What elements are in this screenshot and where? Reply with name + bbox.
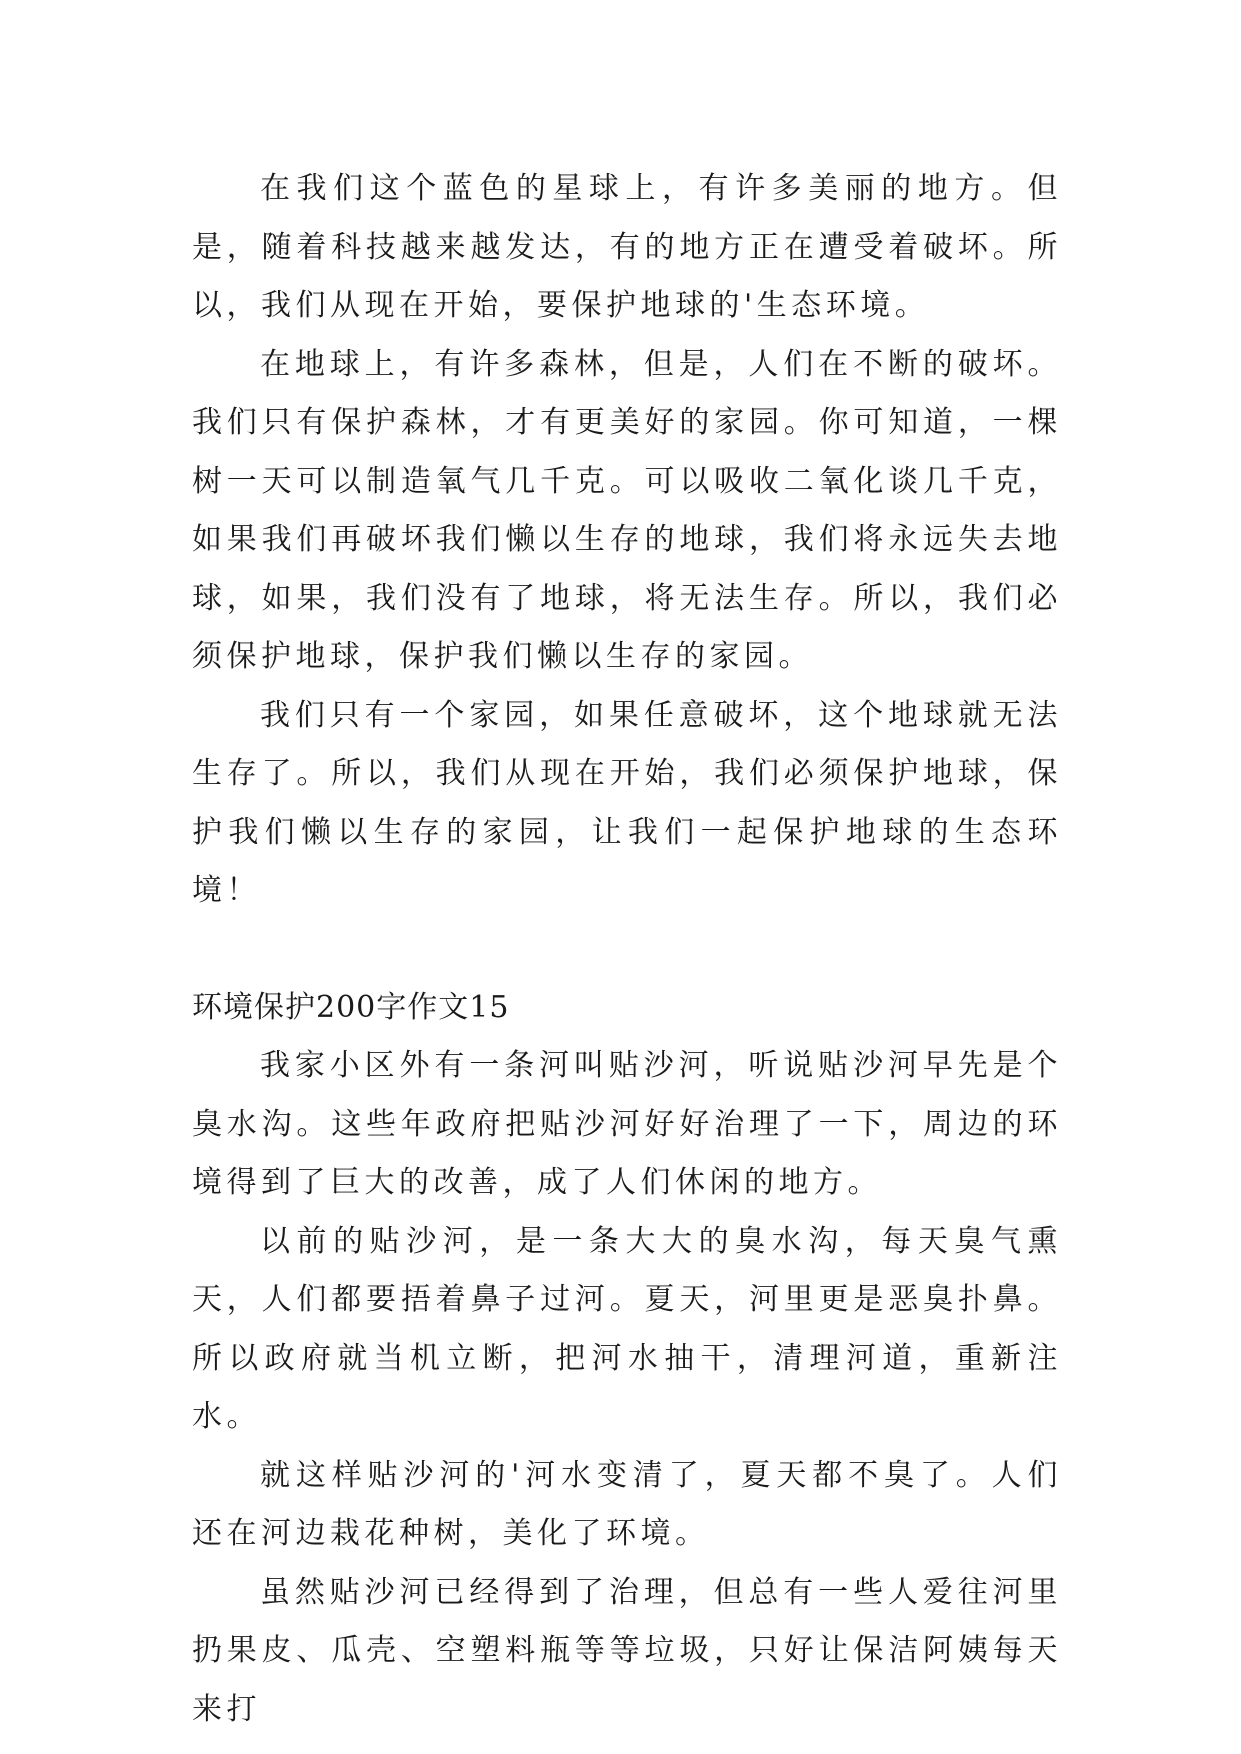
essay15-paragraph-1: 我家小区外有一条河叫贴沙河，听说贴沙河早先是个臭水沟。这些年政府把贴沙河好好治理了一下，周边的环境得到了巨大的改善，成了人们休闲的地方。 [192, 1048, 1062, 1200]
section-gap [192, 921, 1062, 979]
essay15-paragraph-2: 以前的贴沙河，是一条大大的臭水沟，每天臭气熏天，人们都要捂着鼻子过河。夏天，河里更是恶臭扑鼻。所以政府就当机立断，把河水抽干，清理河道，重新注水。 [192, 1223, 1062, 1434]
essay15-paragraph-4: 虽然贴沙河已经得到了治理，但总有一些人爱往河里扔果皮、瓜壳、空塑料瓶等等垃圾，只好让保洁阿姨每天来打 [192, 1574, 1062, 1727]
essay15-paragraph-3: 就这样贴沙河的'河水变清了，夏天都不臭了。人们还在河边栽花种树，美化了环境。 [192, 1457, 1062, 1551]
essay14-paragraph-1: 在我们这个蓝色的星球上，有许多美丽的地方。但是，随着科技越来越发达，有的地方正在遭受着破坏。所以，我们从现在开始，要保护地球的'生态环境。 [192, 171, 1062, 323]
essay14-paragraph-2: 在地球上，有许多森林，但是，人们在不断的破坏。我们只有保护森林，才有更美好的家园。你可知道，一棵树一天可以制造氧气几千克。可以吸收二氧化谈几千克，如果我们再破坏我们懒以生存的地球，我们将永远失去地球，如果，我们没有了地球，将无法生存。所以，我们必须保护地球，保护我们懒以生存的家园。 [192, 346, 1062, 674]
essay14-paragraph-3: 我们只有一个家园，如果任意破坏，这个地球就无法生存了。所以，我们从现在开始，我们必须保护地球，保护我们懒以生存的家园，让我们一起保护地球的生态环境！ [192, 697, 1062, 908]
document-page [192, 160, 1062, 1739]
essay15-title: 环境保护200字作文15 [192, 989, 510, 1025]
